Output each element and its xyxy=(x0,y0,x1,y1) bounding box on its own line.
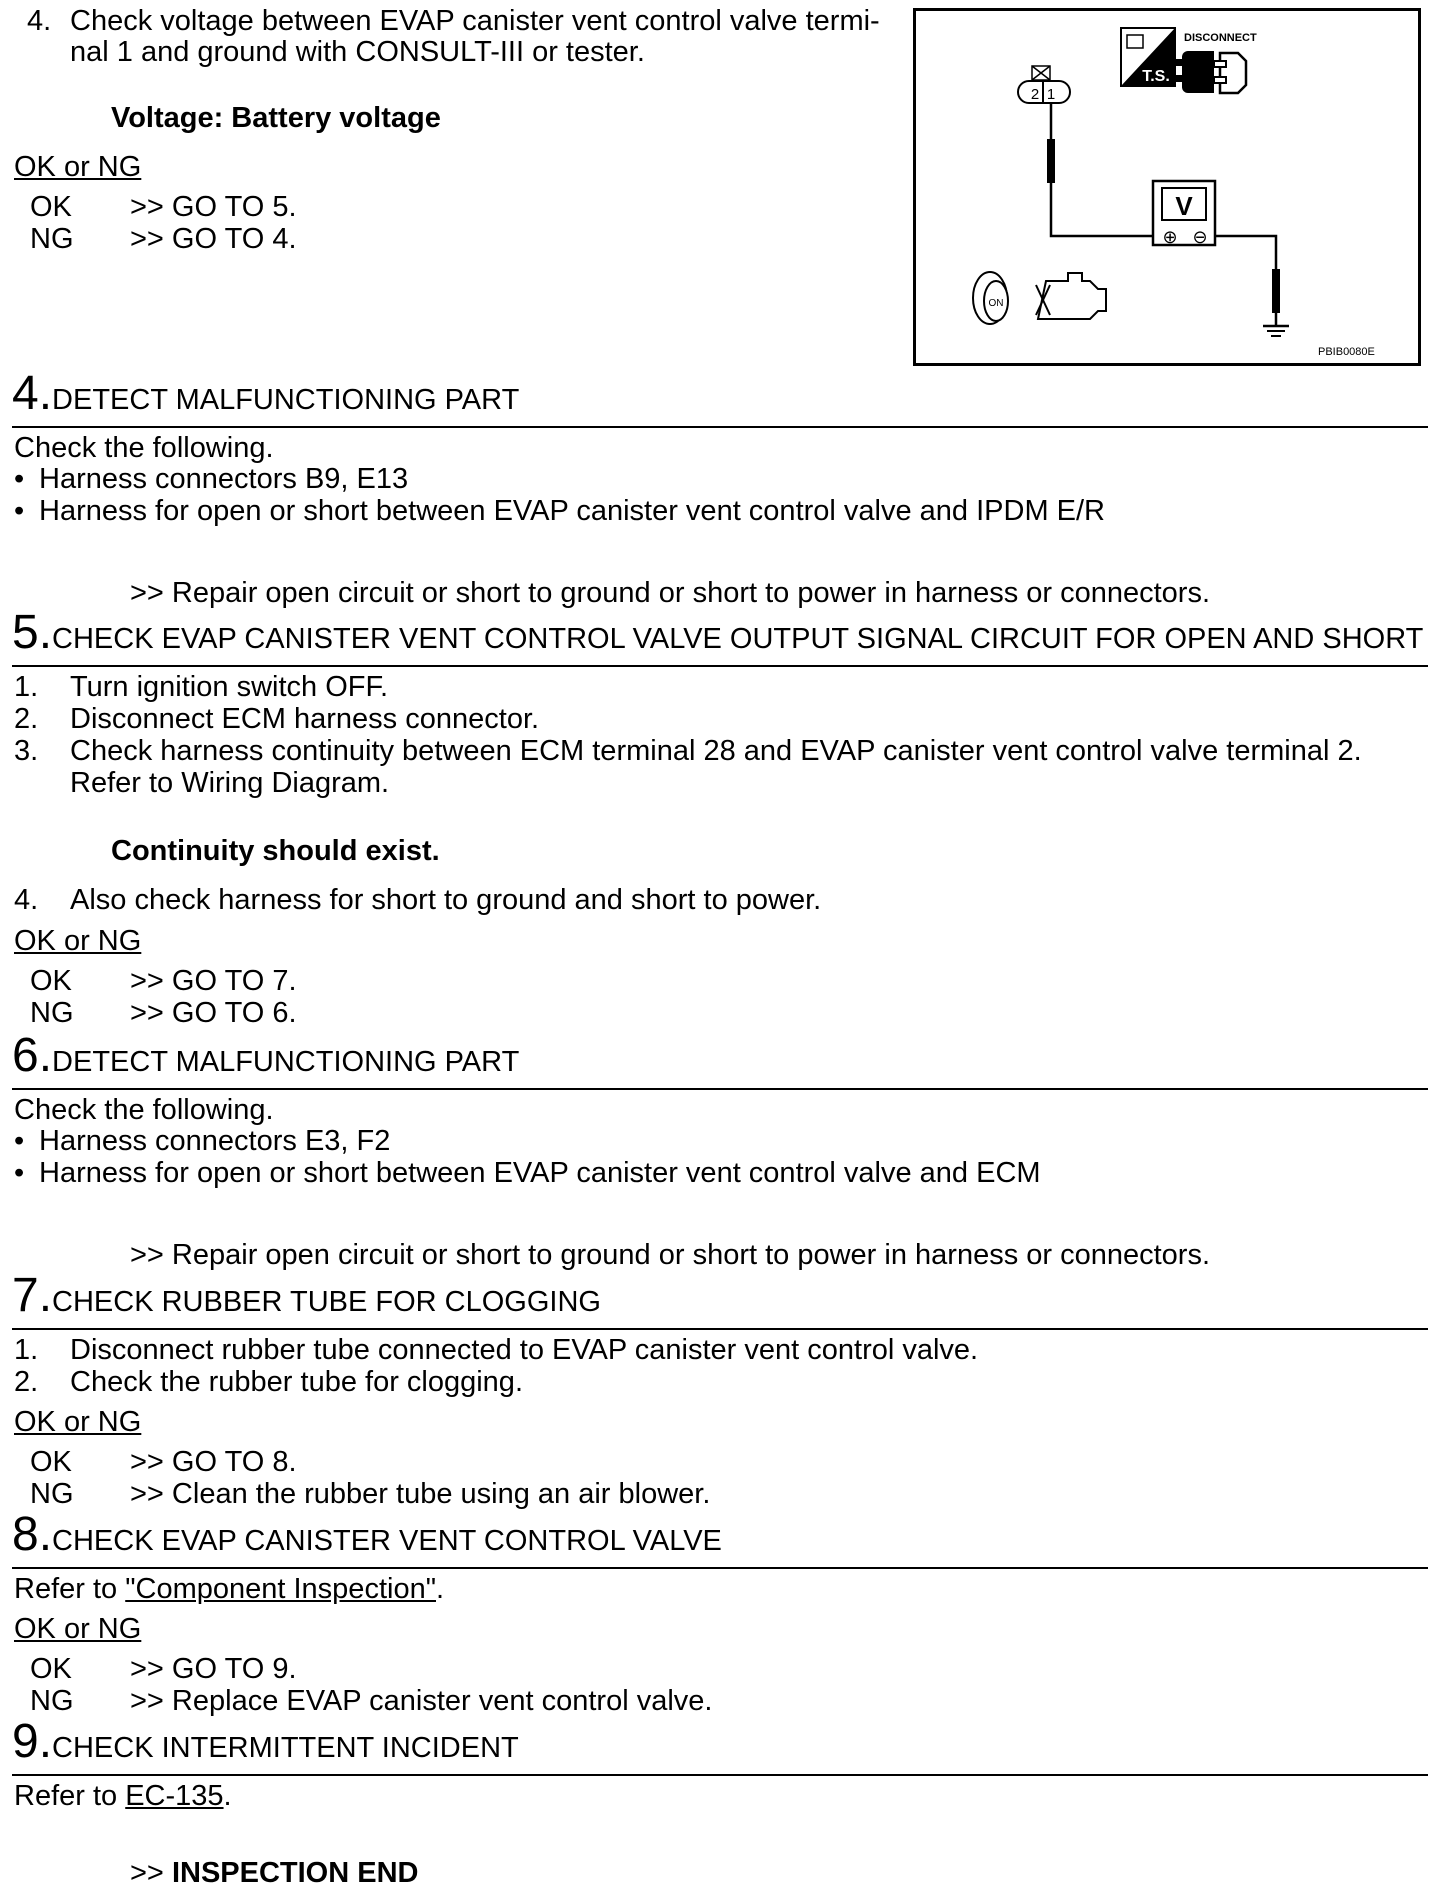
probe-wire-negative xyxy=(1186,236,1276,326)
step8-ng-action: >> Replace EVAP canister vent control valve. xyxy=(130,1685,713,1717)
ignition-key-icon xyxy=(973,272,1008,324)
step6-bullet-1: Harness connectors E3, F2 xyxy=(39,1125,391,1157)
inspection-end-text: INSPECTION END xyxy=(171,1857,419,1889)
step8-rule xyxy=(12,1567,1428,1569)
step7-ok-label: OK xyxy=(30,1446,72,1478)
step8-ok-label: OK xyxy=(30,1653,72,1685)
voltmeter-icon xyxy=(1153,181,1215,248)
meter-plus: ⊕ xyxy=(1162,227,1178,248)
step4-title: DETECT MALFUNCTIONING PART xyxy=(52,384,520,416)
step6-intro: Check the following. xyxy=(14,1094,274,1126)
step9-header xyxy=(12,1715,519,1768)
step3-item4-number: 4. xyxy=(27,5,52,37)
terminal-2-label: 2 xyxy=(1030,86,1040,103)
meter-minus: ⊖ xyxy=(1192,227,1208,248)
step8-refer-prefix: Refer to xyxy=(14,1573,126,1605)
step8-ok-action: >> GO TO 9. xyxy=(130,1653,297,1685)
connector-icon xyxy=(1018,66,1070,103)
step7-ok-action: >> GO TO 8. xyxy=(130,1446,297,1478)
disconnect-label: DISCONNECT xyxy=(1184,32,1257,44)
ground-icon xyxy=(1263,326,1289,336)
step5-item-2-text: Disconnect ECM harness connector. xyxy=(70,703,540,735)
component-inspection-link[interactable]: "Component Inspection" xyxy=(125,1573,436,1605)
step3-ok-label: OK xyxy=(30,191,72,223)
list-item: • xyxy=(14,495,25,527)
step6-rule xyxy=(12,1088,1428,1090)
terminal-1-label: 1 xyxy=(1046,86,1056,103)
disconnect-icon xyxy=(1174,32,1257,93)
step4-rule xyxy=(12,426,1428,428)
step8-ok-ng-heading: OK or NG xyxy=(14,1613,142,1645)
step5-item-3-text: Check harness continuity between ECM terminal 28 and EVAP canister vent control valve terminal 2. xyxy=(70,735,1362,767)
list-item: • xyxy=(14,1125,25,1157)
step5-ng-label: NG xyxy=(30,997,74,1029)
step3-ng-action: >> GO TO 4. xyxy=(130,223,297,255)
step5-ok-label: OK xyxy=(30,965,72,997)
voltage-check-figure xyxy=(913,8,1421,366)
step6-bullet-2: Harness for open or short between EVAP canister vent control valve and ECM xyxy=(39,1157,1041,1189)
probe-wire-positive xyxy=(1051,103,1153,236)
step5-number: 5. xyxy=(12,606,53,659)
step9-refer-suffix: . xyxy=(223,1780,232,1812)
step9-title: CHECK INTERMITTENT INCIDENT xyxy=(52,1732,519,1764)
ec-135-link[interactable]: EC-135 xyxy=(125,1780,224,1812)
figure-drawing xyxy=(916,11,1418,363)
step7-title: CHECK RUBBER TUBE FOR CLOGGING xyxy=(52,1286,601,1318)
step5-ok-action: >> GO TO 7. xyxy=(130,965,297,997)
probe-positive xyxy=(1047,139,1055,183)
step7-ng-label: NG xyxy=(30,1478,74,1510)
step9-refer xyxy=(14,1779,232,1813)
step5-item-3-line2: Refer to Wiring Diagram. xyxy=(70,767,390,799)
step8-number: 8. xyxy=(12,1508,53,1561)
step5-item-1-text: Turn ignition switch OFF. xyxy=(70,671,389,703)
step6-title: DETECT MALFUNCTIONING PART xyxy=(52,1046,520,1078)
step4-header xyxy=(12,367,520,420)
step5-header xyxy=(12,606,1424,659)
step7-item-2-number: 2. xyxy=(14,1366,39,1398)
figure-code: PBIB0080E xyxy=(1318,346,1375,358)
step5-ok-ng-heading: OK or NG xyxy=(14,925,142,957)
step8-refer xyxy=(14,1572,444,1606)
step7-item-2-text: Check the rubber tube for clogging. xyxy=(70,1366,523,1398)
step5-item-4-number: 4. xyxy=(14,884,39,916)
engine-icon xyxy=(1036,273,1106,319)
step8-refer-suffix: . xyxy=(436,1573,445,1605)
step7-header xyxy=(12,1269,601,1322)
key-label: ON xyxy=(988,298,1004,309)
list-item: • xyxy=(14,463,25,495)
step5-item-2-number: 2. xyxy=(14,703,39,735)
step7-rule xyxy=(12,1328,1428,1330)
step7-number: 7. xyxy=(12,1269,53,1322)
step5-item-4-text: Also check harness for short to ground and short to power. xyxy=(70,884,822,916)
step7-item-1-number: 1. xyxy=(14,1334,39,1366)
probe-negative xyxy=(1272,269,1280,313)
step7-item-1-text: Disconnect rubber tube connected to EVAP canister vent control valve. xyxy=(70,1334,979,1366)
step5-rule xyxy=(12,665,1428,667)
step9-number: 9. xyxy=(12,1715,53,1768)
step3-spec: Voltage: Battery voltage xyxy=(111,102,441,134)
step8-title: CHECK EVAP CANISTER VENT CONTROL VALVE xyxy=(52,1525,722,1557)
step3-ng-label: NG xyxy=(30,223,74,255)
step4-action: >> Repair open circuit or short to ground or short to power in harness or connectors. xyxy=(130,577,1211,609)
step8-ng-label: NG xyxy=(30,1685,74,1717)
step8-header xyxy=(12,1508,722,1561)
list-item: • xyxy=(14,1157,25,1189)
ts-icon xyxy=(1121,28,1175,86)
step4-bullet-2: Harness for open or short between EVAP canister vent control valve and IPDM E/R xyxy=(39,495,1106,527)
step3-ok-action: >> GO TO 5. xyxy=(130,191,297,223)
step5-title: CHECK EVAP CANISTER VENT CONTROL VALVE OUTPUT SIGNAL CIRCUIT FOR OPEN AND SHORT xyxy=(52,623,1424,655)
step9-rule xyxy=(12,1774,1428,1776)
step5-ng-action: >> GO TO 6. xyxy=(130,997,297,1029)
step5-spec: Continuity should exist. xyxy=(111,835,440,867)
step5-item-3-number: 3. xyxy=(14,735,39,767)
step4-number: 4. xyxy=(12,367,53,420)
step7-ok-ng-heading: OK or NG xyxy=(14,1406,142,1438)
step4-intro: Check the following. xyxy=(14,432,274,464)
step3-item4-line2: nal 1 and ground with CONSULT-III or tester. xyxy=(70,36,645,68)
step3-item4-line1: Check voltage between EVAP canister vent control valve termi- xyxy=(70,5,880,37)
step5-item-1-number: 1. xyxy=(14,671,39,703)
step7-ng-action: >> Clean the rubber tube using an air blower. xyxy=(130,1478,711,1510)
step3-ok-ng-heading: OK or NG xyxy=(14,151,142,183)
ts-label: T.S. xyxy=(1142,68,1170,85)
step6-number: 6. xyxy=(12,1029,53,1082)
step6-action: >> Repair open circuit or short to ground or short to power in harness or connectors. xyxy=(130,1239,1211,1271)
step6-header xyxy=(12,1029,520,1082)
step9-refer-prefix: Refer to xyxy=(14,1780,126,1812)
inspection-end-prefix: >> xyxy=(130,1857,172,1889)
meter-label: V xyxy=(1175,191,1193,221)
inspection-end xyxy=(130,1856,418,1890)
step4-bullet-1: Harness connectors B9, E13 xyxy=(39,463,409,495)
